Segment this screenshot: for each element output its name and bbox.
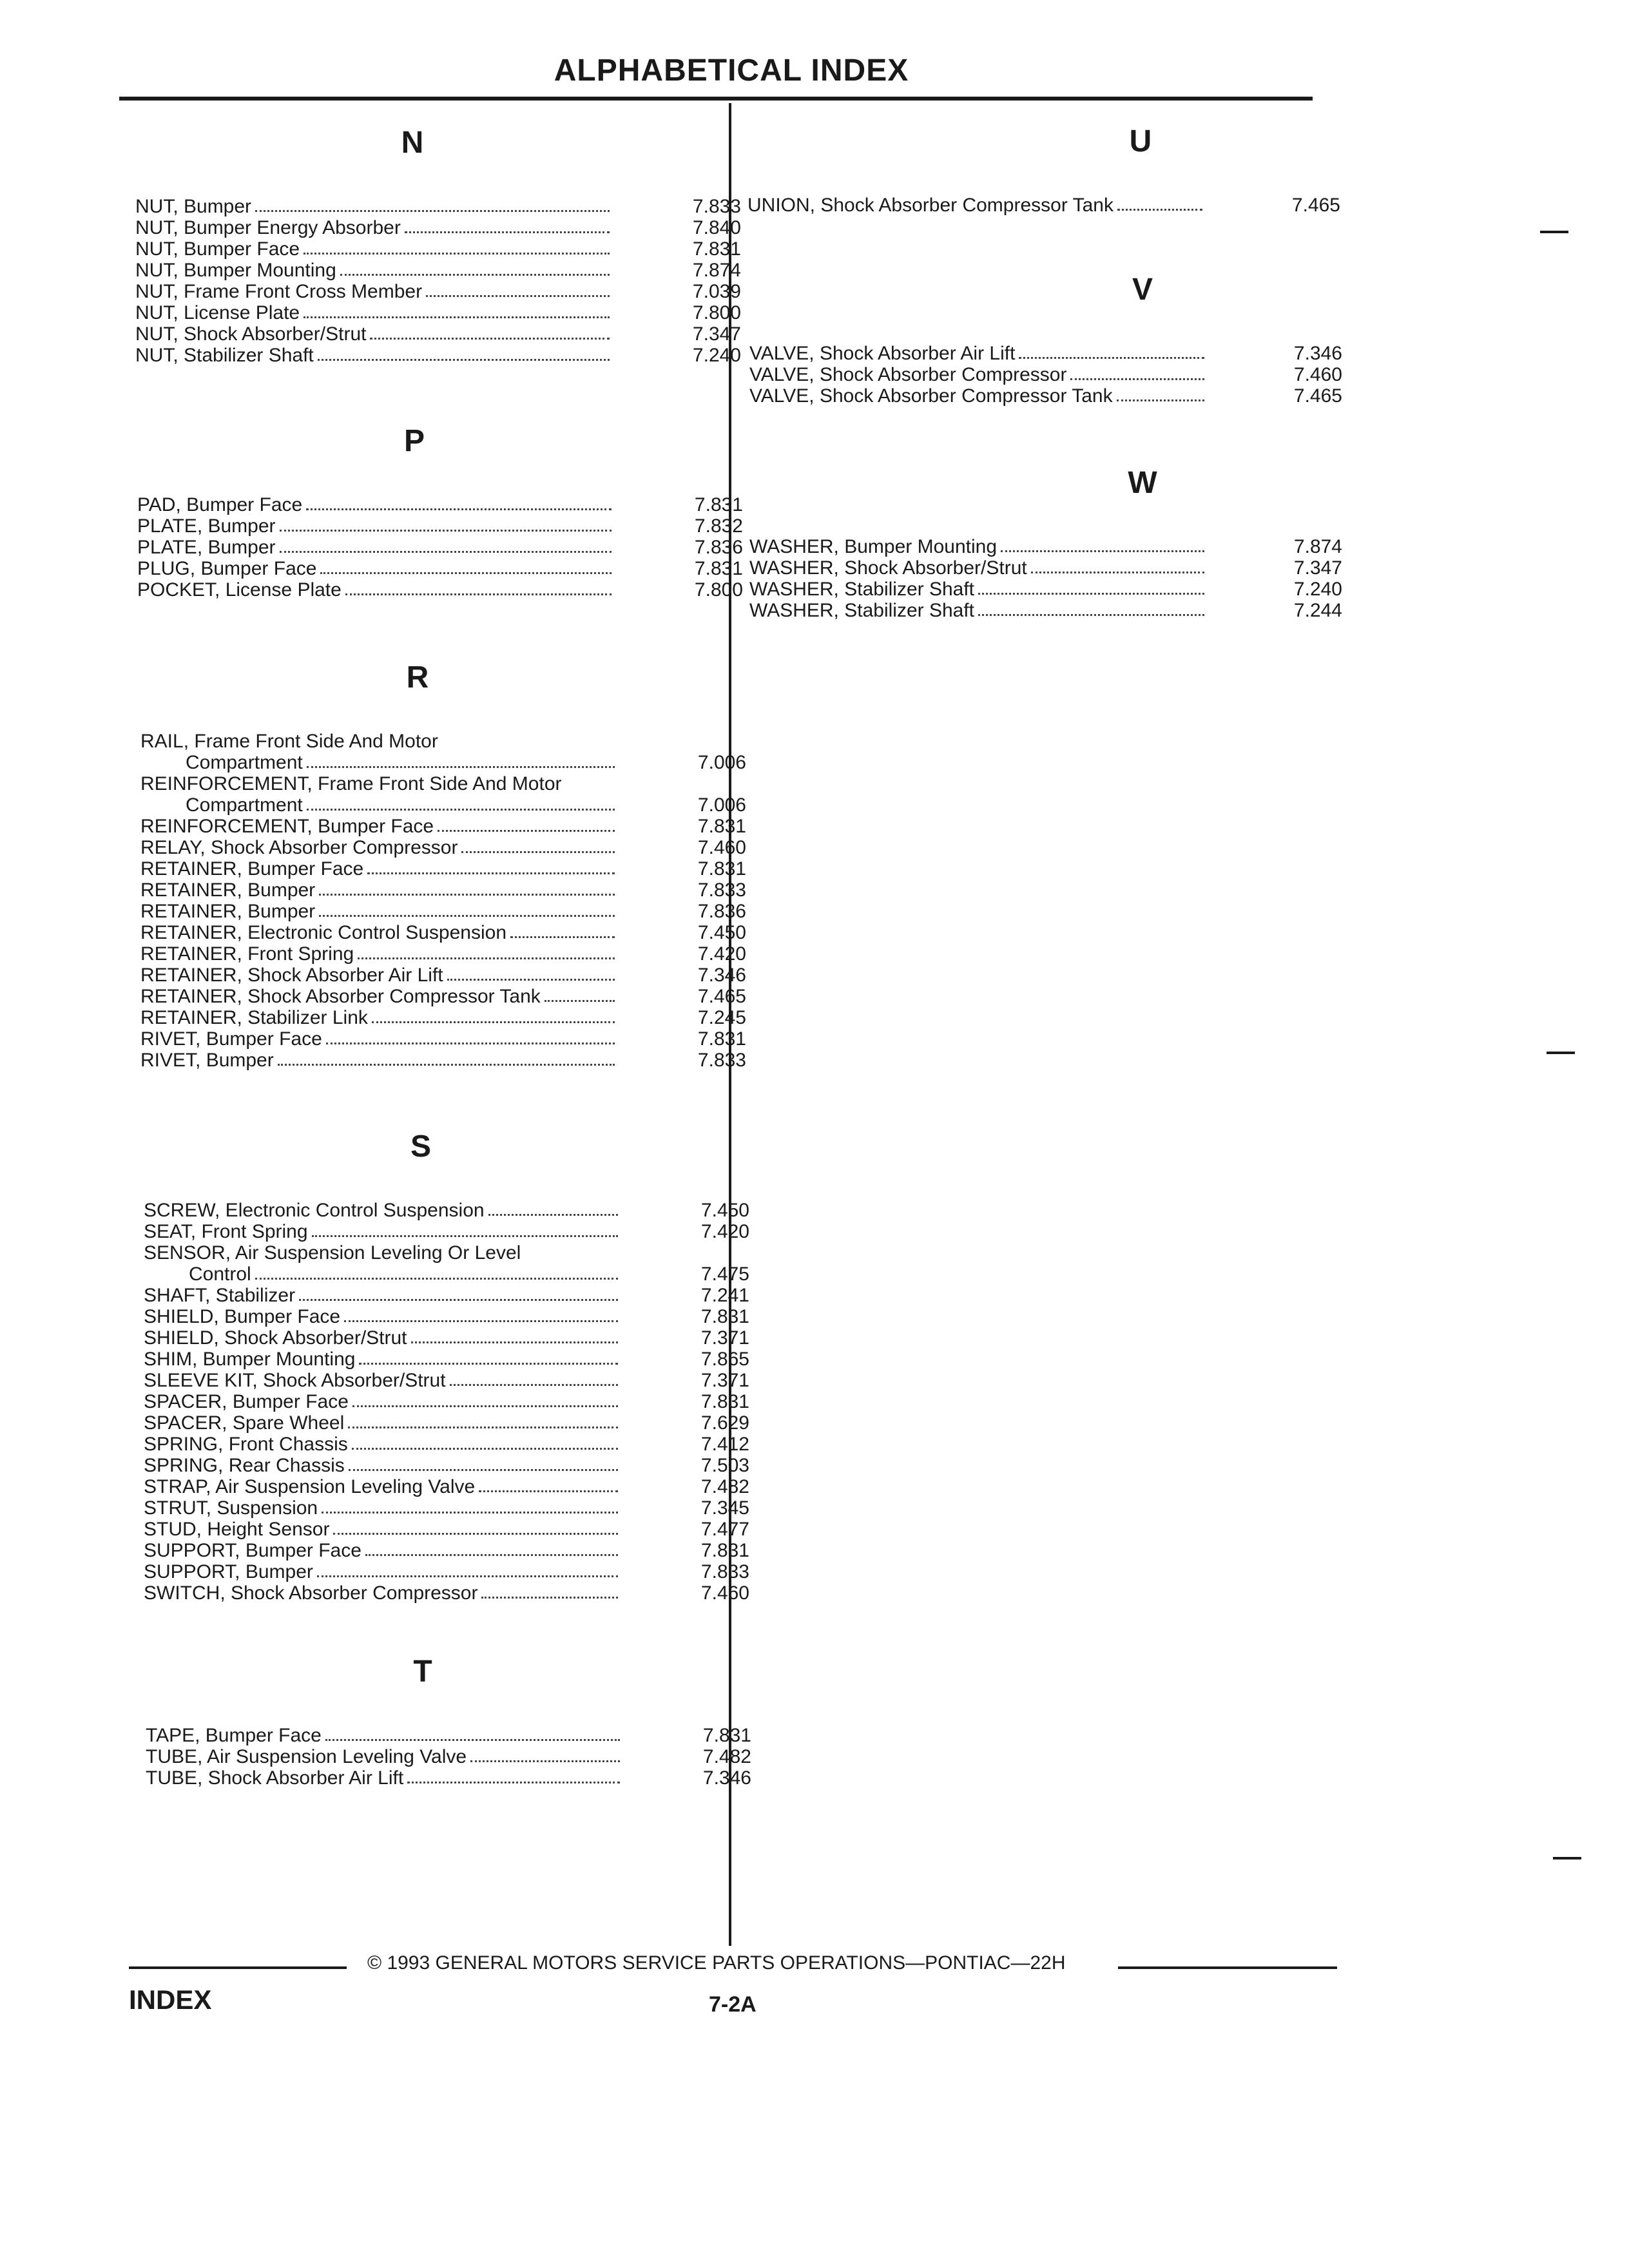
index-section-w (749, 464, 1342, 621)
dot-leader (481, 1597, 618, 1599)
index-entry (135, 260, 741, 281)
entry-page-ref: 7.831 (697, 816, 746, 837)
entry-label: STRUT, Suspension (144, 1497, 318, 1519)
dot-leader (447, 979, 615, 981)
dot-leader (319, 894, 615, 896)
entry-label: Compartment (186, 794, 303, 816)
entry-page-ref: 7.006 (697, 752, 746, 773)
dot-leader (1117, 399, 1204, 401)
index-entry (140, 752, 746, 773)
dot-leader (340, 274, 610, 276)
entry-label: REINFORCEMENT, Bumper Face (140, 816, 434, 837)
entry-label: SENSOR, Air Suspension Leveling Or Level (144, 1242, 521, 1264)
dot-leader (359, 1363, 618, 1365)
section-letter: S (410, 1129, 431, 1164)
index-entry (144, 1327, 749, 1349)
top-rule (119, 97, 1313, 101)
dot-leader (470, 1760, 620, 1762)
index-entry (140, 1028, 746, 1050)
entry-page-ref: 7.482 (700, 1476, 749, 1497)
entry-page-ref: 7.831 (700, 1306, 749, 1327)
entry-label: SPRING, Rear Chassis (144, 1455, 345, 1476)
footer-section-label: INDEX (129, 1984, 212, 2015)
entry-page-ref: 7.245 (697, 1007, 746, 1028)
index-entry (140, 773, 746, 794)
dot-leader (348, 1427, 618, 1428)
entry-label: POCKET, License Plate (137, 579, 342, 601)
entry-page-ref: 7.371 (700, 1370, 749, 1391)
entry-label: RETAINER, Stabilizer Link (140, 1007, 368, 1028)
dot-leader (1019, 357, 1204, 359)
index-entry (144, 1434, 749, 1455)
entry-label: NUT, License Plate (135, 302, 300, 323)
index-entry (747, 195, 1340, 216)
dot-leader (370, 338, 610, 340)
entry-label: PLATE, Bumper (137, 515, 276, 537)
entry-page-ref: 7.831 (700, 1391, 749, 1412)
index-entry (146, 1767, 751, 1789)
entry-label: STUD, Height Sensor (144, 1519, 330, 1540)
index-entry (749, 579, 1342, 600)
dot-leader (510, 936, 615, 938)
index-entry (135, 302, 741, 323)
entry-label: PLUG, Bumper Face (137, 558, 317, 579)
entry-label: RETAINER, Bumper (140, 901, 316, 922)
entry-page-ref: 7.420 (700, 1221, 749, 1242)
entry-label: TUBE, Air Suspension Leveling Valve (146, 1746, 467, 1767)
margin-mark (1547, 1052, 1575, 1054)
index-entry (144, 1200, 749, 1221)
index-entry (749, 536, 1342, 557)
entry-label: WASHER, Bumper Mounting (749, 536, 998, 557)
dot-leader (1070, 378, 1204, 380)
entry-page-ref: 7.831 (692, 238, 741, 260)
dot-leader (345, 593, 612, 595)
section-letter: T (413, 1655, 432, 1689)
dot-leader (317, 1575, 618, 1577)
index-entry (144, 1306, 749, 1327)
entry-page-ref: 7.420 (697, 943, 746, 965)
entry-label: Compartment (186, 752, 303, 773)
entry-page-ref: 7.833 (700, 1561, 749, 1582)
entry-page-ref: 7.465 (1291, 195, 1340, 216)
entry-page-ref: 7.874 (1293, 536, 1342, 557)
dot-leader (255, 1278, 618, 1280)
entry-page-ref: 7.346 (697, 965, 746, 986)
entry-label: SUPPORT, Bumper Face (144, 1540, 361, 1561)
entry-page-ref: 7.346 (702, 1767, 751, 1789)
dot-leader (438, 830, 615, 832)
copyright-line: © 1993 GENERAL MOTORS SERVICE PARTS OPERATIONS—PONTIAC—22H (367, 1952, 1066, 1974)
dot-leader (307, 809, 615, 811)
dot-leader (1001, 550, 1204, 552)
dot-leader (280, 551, 612, 553)
entry-label: SPRING, Front Chassis (144, 1434, 348, 1455)
index-entry (144, 1391, 749, 1412)
entry-page-ref: 7.371 (700, 1327, 749, 1349)
entry-label: VALVE, Shock Absorber Air Lift (749, 343, 1016, 364)
entry-label: NUT, Frame Front Cross Member (135, 281, 423, 302)
index-entry (749, 600, 1342, 621)
entry-label: RELAY, Shock Absorber Compressor (140, 837, 458, 858)
index-section-t (146, 1653, 751, 1789)
dot-leader (306, 508, 612, 510)
entry-label: SUPPORT, Bumper (144, 1561, 313, 1582)
index-section-n (135, 124, 741, 366)
entry-label: SPACER, Spare Wheel (144, 1412, 345, 1434)
index-entry (144, 1242, 749, 1264)
index-entry (144, 1519, 749, 1540)
entry-page-ref: 7.833 (697, 879, 746, 901)
index-entry (144, 1370, 749, 1391)
dot-leader (299, 1299, 618, 1301)
entry-page-ref: 7.629 (700, 1412, 749, 1434)
dot-leader (1031, 572, 1204, 573)
index-section-u (747, 122, 1340, 216)
index-entry (140, 858, 746, 879)
entry-label: NUT, Bumper Mounting (135, 260, 336, 281)
dot-leader (367, 872, 615, 874)
entry-page-ref: 7.874 (692, 260, 741, 281)
section-letter: W (1128, 466, 1157, 500)
index-entry (135, 281, 741, 302)
entry-list (747, 195, 1340, 216)
entry-page-ref: 7.460 (700, 1582, 749, 1604)
entry-label: VALVE, Shock Absorber Compressor (749, 364, 1067, 385)
dot-leader (320, 572, 612, 574)
index-entry (135, 345, 741, 366)
index-entry (144, 1582, 749, 1604)
entry-list (146, 1725, 751, 1789)
dot-leader (304, 253, 610, 255)
dot-leader (333, 1533, 618, 1535)
entry-label: TUBE, Shock Absorber Air Lift (146, 1767, 404, 1789)
index-entry (140, 794, 746, 816)
index-entry (144, 1455, 749, 1476)
entry-label: WASHER, Stabilizer Shaft (749, 579, 974, 600)
dot-leader (326, 1043, 615, 1044)
dot-leader (1117, 209, 1202, 211)
dot-leader (372, 1021, 615, 1023)
entry-label: NUT, Bumper (135, 196, 252, 217)
section-letter: U (1129, 124, 1152, 159)
entry-label: Control (189, 1264, 251, 1285)
dot-leader (407, 1782, 620, 1783)
entry-page-ref: 7.800 (692, 302, 741, 323)
section-letter: V (1132, 273, 1153, 307)
entry-page-ref: 7.346 (1293, 343, 1342, 364)
index-entry (144, 1221, 749, 1242)
dot-leader (352, 1448, 618, 1450)
entry-label: RETAINER, Electronic Control Suspension (140, 922, 507, 943)
entry-page-ref: 7.347 (1293, 557, 1342, 579)
index-entry (140, 901, 746, 922)
dot-leader (344, 1320, 618, 1322)
index-entry (140, 879, 746, 901)
entry-label: NUT, Bumper Face (135, 238, 300, 260)
entry-page-ref: 7.831 (694, 558, 743, 579)
index-section-v (749, 271, 1342, 407)
entry-page-ref: 7.840 (692, 217, 741, 238)
entry-label: NUT, Stabilizer Shaft (135, 345, 314, 366)
entry-label: NUT, Shock Absorber/Strut (135, 323, 367, 345)
dot-leader (479, 1490, 618, 1492)
index-entry (140, 731, 746, 752)
entry-page-ref: 7.465 (1293, 385, 1342, 407)
dot-leader (349, 1469, 618, 1471)
index-entry (140, 986, 746, 1007)
dot-leader (280, 530, 612, 532)
entry-label: NUT, Bumper Energy Absorber (135, 217, 401, 238)
index-entry (137, 579, 743, 601)
entry-label: PAD, Bumper Face (137, 494, 303, 515)
entry-label: SEAT, Front Spring (144, 1221, 308, 1242)
index-entry (137, 558, 743, 579)
entry-page-ref: 7.412 (700, 1434, 749, 1455)
index-entry (140, 837, 746, 858)
footer-page-number: 7-2A (709, 1992, 757, 2017)
dot-leader (405, 231, 610, 233)
index-entry (140, 1007, 746, 1028)
index-entry (144, 1476, 749, 1497)
entry-label: RETAINER, Bumper (140, 879, 316, 901)
entry-list (140, 731, 746, 1071)
entry-label: STRAP, Air Suspension Leveling Valve (144, 1476, 476, 1497)
entry-page-ref: 7.460 (1293, 364, 1342, 385)
entry-label: TAPE, Bumper Face (146, 1725, 322, 1746)
entry-page-ref: 7.345 (700, 1497, 749, 1519)
index-entry (135, 196, 741, 217)
entry-page-ref: 7.475 (700, 1264, 749, 1285)
index-entry (749, 364, 1342, 385)
index-entry (749, 557, 1342, 579)
entry-page-ref: 7.477 (700, 1519, 749, 1540)
entry-list (135, 196, 741, 366)
index-entry (144, 1540, 749, 1561)
footer-rule-right (1118, 1966, 1337, 1969)
index-entry (144, 1264, 749, 1285)
index-entry (749, 385, 1342, 407)
dot-leader (319, 915, 615, 917)
index-entry (135, 217, 741, 238)
entry-label: REINFORCEMENT, Frame Front Side And Motor (140, 773, 562, 794)
dot-leader (365, 1554, 618, 1556)
entry-page-ref: 7.240 (1293, 579, 1342, 600)
entry-label: RETAINER, Shock Absorber Compressor Tank (140, 986, 541, 1007)
index-entry (144, 1412, 749, 1434)
dot-leader (545, 1000, 615, 1002)
entry-page-ref: 7.831 (694, 494, 743, 515)
entry-page-ref: 7.482 (702, 1746, 751, 1767)
index-entry (144, 1285, 749, 1306)
index-entry (135, 323, 741, 345)
entry-label: SHAFT, Stabilizer (144, 1285, 296, 1306)
section-letter: P (403, 424, 425, 458)
index-entry (144, 1349, 749, 1370)
entry-page-ref: 7.244 (1293, 600, 1342, 621)
entry-label: RAIL, Frame Front Side And Motor (140, 731, 438, 752)
index-entry (140, 922, 746, 943)
entry-label: SCREW, Electronic Control Suspension (144, 1200, 485, 1221)
dot-leader (352, 1405, 618, 1407)
entry-list (749, 343, 1342, 407)
index-section-p (137, 422, 743, 601)
entry-page-ref: 7.503 (700, 1455, 749, 1476)
dot-leader (411, 1341, 618, 1343)
entry-label: WASHER, Stabilizer Shaft (749, 600, 974, 621)
index-entry (140, 1050, 746, 1071)
index-entry (749, 343, 1342, 364)
entry-page-ref: 7.833 (692, 196, 741, 217)
index-entry (140, 943, 746, 965)
entry-label: SPACER, Bumper Face (144, 1391, 349, 1412)
index-entry (144, 1497, 749, 1519)
entry-label: VALVE, Shock Absorber Compressor Tank (749, 385, 1113, 407)
margin-mark (1540, 231, 1568, 233)
index-entry (137, 515, 743, 537)
entry-label: RETAINER, Front Spring (140, 943, 354, 965)
section-letter: N (401, 126, 424, 160)
index-entry (135, 238, 741, 260)
index-section-r (140, 658, 746, 1071)
entry-label: SWITCH, Shock Absorber Compressor (144, 1582, 478, 1604)
dot-leader (312, 1235, 618, 1237)
index-entry (146, 1746, 751, 1767)
entry-page-ref: 7.450 (700, 1200, 749, 1221)
footer-rule-left (129, 1966, 347, 1969)
entry-page-ref: 7.831 (702, 1725, 751, 1746)
index-entry (144, 1561, 749, 1582)
index-entry (140, 965, 746, 986)
entry-label: RIVET, Bumper Face (140, 1028, 322, 1050)
entry-page-ref: 7.039 (692, 281, 741, 302)
entry-page-ref: 7.831 (697, 858, 746, 879)
entry-label: RIVET, Bumper (140, 1050, 274, 1071)
margin-mark (1553, 1857, 1581, 1860)
entry-label: SHIM, Bumper Mounting (144, 1349, 356, 1370)
index-entry (137, 537, 743, 558)
index-entry (137, 494, 743, 515)
index-section-s (144, 1128, 749, 1604)
dot-leader (978, 614, 1204, 616)
entry-label: SHIELD, Shock Absorber/Strut (144, 1327, 407, 1349)
entry-page-ref: 7.800 (694, 579, 743, 601)
entry-label: UNION, Shock Absorber Compressor Tank (747, 195, 1113, 216)
entry-label: SHIELD, Bumper Face (144, 1306, 341, 1327)
entry-page-ref: 7.465 (697, 986, 746, 1007)
entry-page-ref: 7.460 (697, 837, 746, 858)
entry-page-ref: 7.450 (697, 922, 746, 943)
entry-page-ref: 7.831 (697, 1028, 746, 1050)
entry-page-ref: 7.831 (700, 1540, 749, 1561)
entry-page-ref: 7.836 (694, 537, 743, 558)
dot-leader (322, 1512, 618, 1514)
section-letter: R (406, 660, 429, 695)
entry-list (144, 1200, 749, 1604)
entry-page-ref: 7.832 (694, 515, 743, 537)
entry-label: PLATE, Bumper (137, 537, 276, 558)
page-title: ALPHABETICAL INDEX (554, 53, 909, 88)
entry-label: WASHER, Shock Absorber/Strut (749, 557, 1027, 579)
entry-page-ref: 7.347 (692, 323, 741, 345)
dot-leader (307, 766, 615, 768)
entry-list (137, 494, 743, 601)
entry-page-ref: 7.865 (700, 1349, 749, 1370)
index-entry (140, 816, 746, 837)
dot-leader (318, 359, 610, 361)
entry-label: RETAINER, Bumper Face (140, 858, 364, 879)
entry-page-ref: 7.833 (697, 1050, 746, 1071)
entry-page-ref: 7.836 (697, 901, 746, 922)
entry-label: SLEEVE KIT, Shock Absorber/Strut (144, 1370, 446, 1391)
dot-leader (488, 1214, 618, 1216)
dot-leader (304, 316, 610, 318)
index-entry (146, 1725, 751, 1746)
dot-leader (426, 295, 610, 297)
dot-leader (255, 210, 610, 212)
dot-leader (358, 957, 615, 959)
entry-page-ref: 7.241 (700, 1285, 749, 1306)
dot-leader (278, 1064, 615, 1066)
dot-leader (450, 1384, 618, 1386)
dot-leader (461, 851, 615, 853)
entry-label: RETAINER, Shock Absorber Air Lift (140, 965, 443, 986)
dot-leader (978, 593, 1204, 595)
entry-list (749, 536, 1342, 621)
dot-leader (325, 1739, 620, 1741)
entry-page-ref: 7.240 (692, 345, 741, 366)
entry-page-ref: 7.006 (697, 794, 746, 816)
